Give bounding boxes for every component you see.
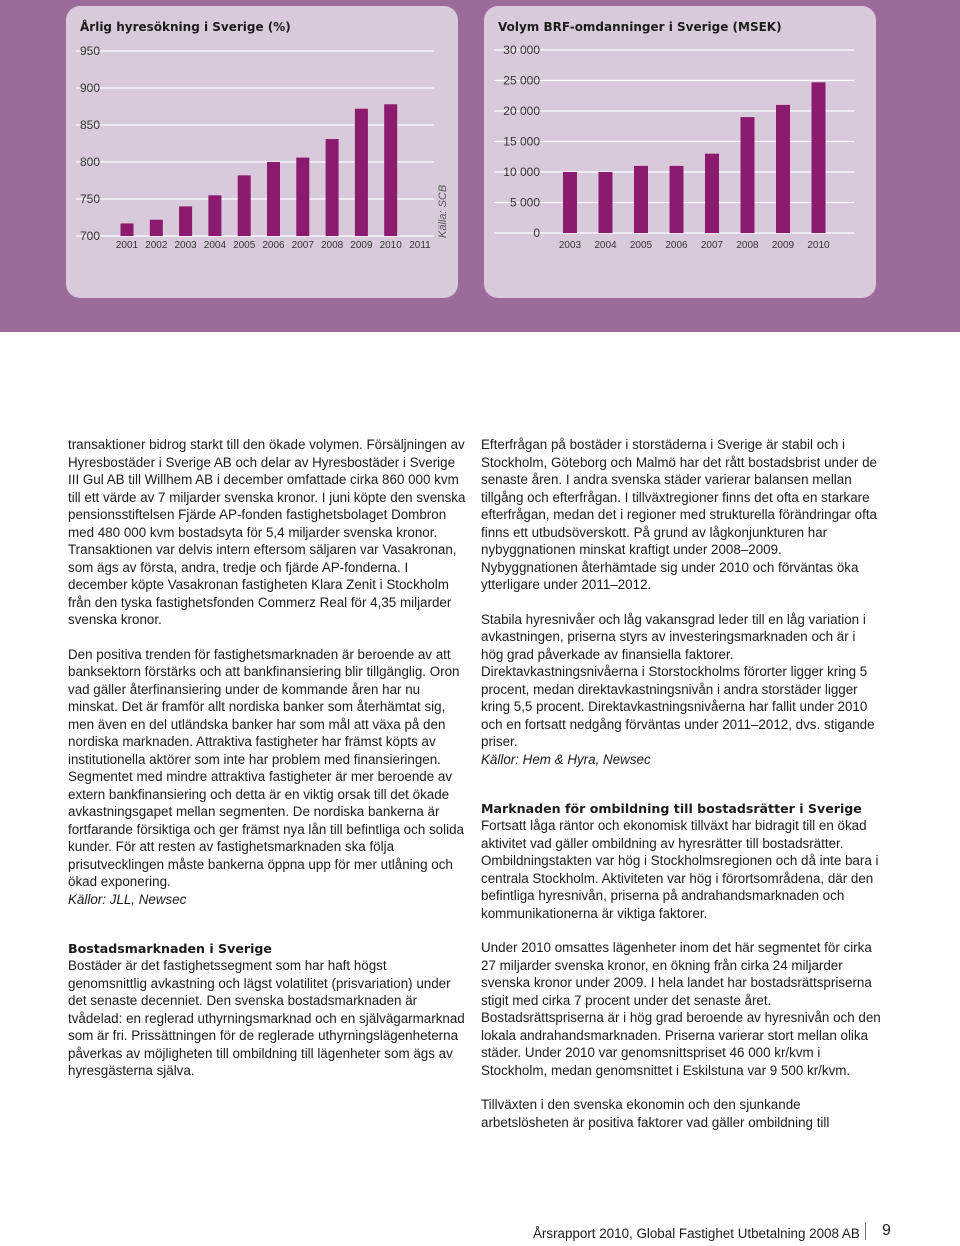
bar xyxy=(634,166,648,233)
chart-title: Årlig hyresökning i Sverige (%) xyxy=(80,20,291,34)
x-tick-label: 2008 xyxy=(736,240,759,251)
bar xyxy=(238,175,251,236)
x-tick-label: 2005 xyxy=(629,240,653,251)
paragraph: Den positiva trenden för fastighetsmarknaden är beroende av att banksektorn förstärks och att bankfinansiering blir tillgänglig. Oron vad gäller återfinansiering under de kommande åren har nu minskat. Det är framför allt nordiska banker som återhämtat sig, men även en del utländska banker har som mål att växa på den nordiska marknaden. Attraktiva fastigheter har främst köpts av institutionella aktörer som inte har problem med finansieringen. Segmentet med mindre attraktiva fastigheter är mer beroende av extern bankfinansiering och detta är en viktig orsak till det ökade avkastningsgapet mellan segmenten. De nordiska bankerna är fortfarande försiktiga och ger främst nya lån till befintliga och solida kunder. För att resten av fastighetsmarknaden ska följa prisutvecklingen måste bankerna öppna upp för mer utlåning och ökad exponering. xyxy=(68,646,464,889)
y-tick-label: 0 xyxy=(533,226,540,240)
paragraph: Under 2010 omsattes lägenheter inom det här segmentet för cirka 27 miljarder svenska kronor, en ökning från cirka 24 miljarder svenska kronor under 2009. I hela landet har bostadsrättspriserna stigit med cirka 7 procent under det senaste året. Bostadsrättspriserna är i hög grad beroende av hyresnivån och den lokala andrahandsmarknaden. Priserna varierar stort mellan olika städer. Under 2010 var genomsnittspriset 46 000 kr/kvm i Stockholm, medan genomsnittet i Eskilstuna var 9 500 kr/kvm. xyxy=(481,940,881,1078)
bar xyxy=(670,166,684,233)
y-tick-label: 10 000 xyxy=(503,165,540,179)
x-tick-label: 2002 xyxy=(145,240,168,251)
paragraph: Bostäder är det fastighetssegment som har haft högst genomsnittlig avkastning och lägst volatilitet (prisvariation) under det senaste decenniet. Den svenska bostadsmarknaden är tvådelad: en reglerad uthyrningsmarknad och en självägarmarknad som är fri. Prissättningen för de reglerade uthyrningslägenheterna påverkas av möjligheten till ombildning till lägenheter som ägs av hyresgästerna själva. xyxy=(68,958,465,1078)
x-tick-label: 2007 xyxy=(291,240,314,251)
x-tick-label: 2005 xyxy=(233,240,256,251)
bar xyxy=(741,117,755,233)
page-number: 9 xyxy=(882,1222,891,1239)
y-tick-label: 30 000 xyxy=(503,43,540,57)
paragraph: Tillväxten i den svenska ekonomin och den sjunkande arbetslösheten är positiva faktorer vad gäller ombildning till xyxy=(481,1097,830,1130)
bar xyxy=(296,158,309,236)
left-column xyxy=(68,436,468,1080)
x-tick-label: 2003 xyxy=(174,240,197,251)
y-tick-label: 15 000 xyxy=(503,134,540,149)
paragraph: Stabila hyresnivåer och låg vakansgrad leder till en låg variation i avkastningen, priserna styrs av investeringsmarknaden och är i hög grad påverkade av finansiella faktorer. Direktavkastningsnivåerna i Storstockholms förorter ligger kring 5 procent, medan direktavkastningsnivån i andra storstäder ligger kring 5,5 procent. Direktavkastningsnivåerna har fallit under 2010 och en fortsatt nedgång förväntas under 2011–2012, dvs. stigande priser. xyxy=(481,611,875,749)
bar xyxy=(384,104,397,236)
x-tick-label: 2003 xyxy=(558,240,582,251)
footer-divider xyxy=(865,1222,866,1240)
x-tick-label: 2004 xyxy=(594,240,617,251)
brf-volume-chart-card xyxy=(484,6,876,298)
y-tick-label: 5 000 xyxy=(509,195,540,210)
bar xyxy=(355,109,368,236)
x-tick-label: 2009 xyxy=(350,240,373,251)
source-label: Källa: SCB xyxy=(437,184,449,238)
brf-volume-chart xyxy=(484,6,876,298)
x-tick-label: 2011 xyxy=(409,240,431,251)
y-tick-label: 20 000 xyxy=(503,104,540,118)
y-tick-label: 850 xyxy=(80,118,101,132)
x-tick-label: 2007 xyxy=(700,240,724,251)
chart-title: Volym BRF-omdanninger i Sverige (MSEK) xyxy=(498,20,782,34)
x-tick-label: 2009 xyxy=(771,240,795,251)
x-tick-label: 2010 xyxy=(379,240,402,251)
x-tick-label: 2001 xyxy=(115,240,139,251)
y-tick-label: 950 xyxy=(80,44,101,58)
y-tick-label: 900 xyxy=(80,81,101,95)
bar xyxy=(121,223,134,236)
bar xyxy=(179,206,192,236)
bar xyxy=(705,154,719,233)
y-tick-label: 750 xyxy=(80,192,101,206)
bar xyxy=(267,162,280,236)
bar xyxy=(812,82,826,233)
x-tick-label: 2006 xyxy=(665,240,688,251)
right-column xyxy=(481,436,881,1131)
paragraph: Fortsatt låga räntor och ekonomisk tillväxt har bidragit till en ökad aktivitet vad gäller ombildning av hyresrätter till bostadsrätter. Ombildningstakten var hög i Stockholmsregionen och då inte bara i centrala Stockholm. Aktiviteten var hög i förortsområdena, där den befintliga hyresnivån, priserna på andrahandsmarknaden och kommunikationerna är viktiga faktorer. xyxy=(481,818,879,921)
source-note: Källor: Hem & Hyra, Newsec xyxy=(481,751,651,767)
bar xyxy=(563,172,577,233)
bar xyxy=(599,172,613,233)
y-tick-label: 800 xyxy=(80,155,101,169)
bar xyxy=(326,139,339,236)
bar xyxy=(776,105,790,233)
bar xyxy=(150,220,163,236)
source-note: Källor: JLL, Newsec xyxy=(68,891,187,907)
x-tick-label: 2004 xyxy=(203,240,227,251)
section-heading: Bostadsmarknaden i Sverige xyxy=(68,941,272,956)
bar xyxy=(208,195,221,236)
y-tick-label: 700 xyxy=(80,229,101,243)
x-tick-label: 2008 xyxy=(320,240,344,251)
section-heading: Marknaden för ombildning till bostadsrätter i Sverige xyxy=(481,801,862,816)
paragraph: Efterfrågan på bostäder i storstäderna i Sverige är stabil och i Stockholm, Göteborg och Malmö har det rått bostadsbrist under de senaste åren. I andra svenska städer varierar balansen mellan tillgång och efterfrågan. I tillväxtregioner finns det ofta en starkare efterfrågan, medan det i regioner med strukturella förändringar ofta finns ett utbudsöverskott. På grund av lågkonjunkturen har nybyggnationen minskat kraftigt under 2008–2009. Nybyggnationen återhämtade sig under 2010 och förväntas öka ytterligare under 2011–2012. xyxy=(481,437,877,592)
paragraph: transaktioner bidrog starkt till den ökade volymen. Försäljningen av Hyresbostäder i Sverige AB och delar av Hyresbostäder i Sverige III Gul AB till Willhem AB i december omfattade cirka 860 000 kvm till ett värde av 7 miljarder svenska kronor. I juni köpte den svenska pensionsstiftelsen Fjärde AP-fonden fastighetsbolaget Dombron med 480 000 kvm bostadsyta för 5,4 miljarder svenska kronor. Transaktionen var delvis intern eftersom säljaren var Vasakronan, som ägs av första, andra, tredje och fjärde AP-fonderna. I december köpte Vasakronan fastigheten Klara Zenit i Stockholm från den tyska fastighetsfonden Commerz Real för 4,35 miljarder svenska kronor. xyxy=(68,437,466,627)
rent-increase-chart-card xyxy=(66,6,458,298)
rent-increase-chart xyxy=(66,6,458,298)
x-tick-label: 2010 xyxy=(807,240,830,251)
footer-text: Årsrapport 2010, Global Fastighet Utbetalning 2008 AB xyxy=(533,1226,860,1241)
y-tick-label: 25 000 xyxy=(503,73,540,88)
x-tick-label: 2006 xyxy=(262,240,285,251)
